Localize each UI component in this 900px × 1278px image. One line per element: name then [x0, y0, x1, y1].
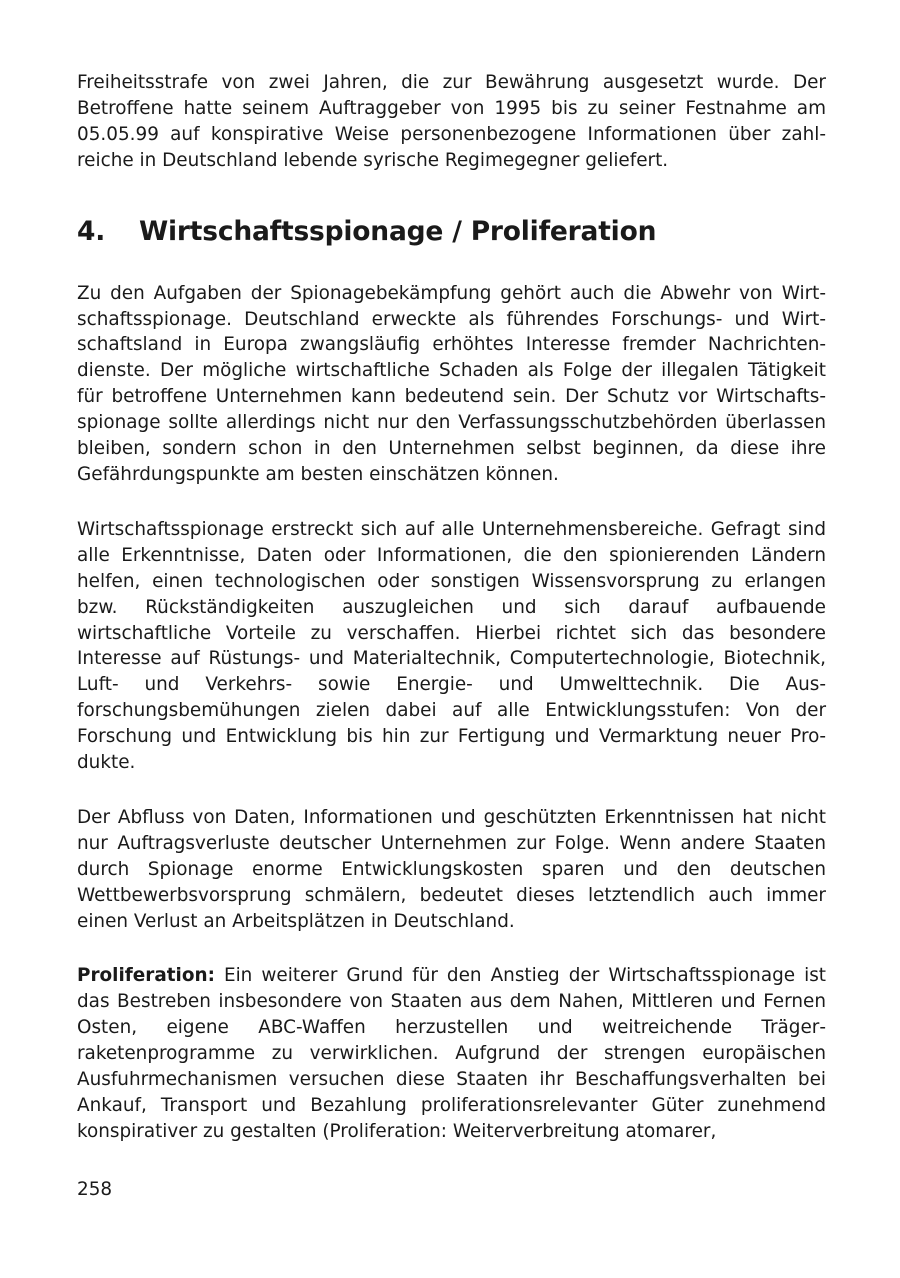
paragraph-economic-espionage-intro: Zu den Aufgaben der Spionagebekämpfung gehört auch die Abwehr von Wirtschaftsspionage. Deutschland erweckte als führendes Forschungs- und Wirtschaftsland in Europa zwangsläufig erhöhtes Interesse fremder Nachrichtendienste. Der mögliche wirtschaftliche Schaden als Folge der illegalen Tätigkeit für betroffene Unternehmen kann bedeutend sein. Der Schutz vor Wirtschaftsspionage sollte allerdings nicht nur den Verfassungsschutzbehörden überlassen bleiben, sondern schon in den Unternehmen selbst beginnen, da diese ihre Gefährdungspunkte am besten einschätzen können. — [77, 282, 826, 485]
page-body — [77, 70, 826, 1145]
proliferation-lead: Proliferation: — [77, 965, 215, 987]
section-heading — [77, 216, 826, 248]
intro-paragraph: Freiheitsstrafe von zwei Jahren, die zur Bewährung ausgesetzt wurde. Der Betroffene hatte seinem Auftraggeber von 1995 bis zu seiner Festnahme am 05.05.99 auf konspirative Weise personenbezogene Informationen über zahlreiche in Deutschland lebende syrische Regimegegner geliefert. — [77, 72, 826, 171]
paragraph-data-outflow: Der Abfluss von Daten, Informationen und geschützten Erkenntnissen hat nicht nur Auftragsverluste deutscher Unternehmen zur Folge. Wenn andere Staaten durch Spionage enorme Entwicklungskosten sparen und den deutschen Wettbewerbsvorsprung schmälern, bedeutet dieses letztendlich auch immer einen Verlust an Arbeitsplätzen in Deutschland. — [77, 806, 826, 932]
section-title: Wirtschaftsspionage / Proliferation — [139, 215, 657, 247]
proliferation-text: Ein weiterer Grund für den Anstieg der Wirtschaftsspionage ist das Bestreben insbesondere von Staaten aus dem Nahen, Mittleren und Fernen Osten, eigene ABC-Waffen herzustellen und weitreichende Trägerraketenprogramme zu verwirklichen. Aufgrund der strengen europäischen Ausfuhrmechanismen versuchen diese Staaten ihr Beschaffungsverhalten bei Ankauf, Transport und Bezahlung proliferationsrelevanter Güter zunehmend konspirativer zu gestalten (Proliferation: Weiterverbreitung atomarer, — [77, 965, 826, 1142]
page-number: 258 — [77, 1179, 113, 1200]
paragraph-espionage-scope: Wirtschaftsspionage erstreckt sich auf alle Unternehmensbereiche. Gefragt sind alle Erkenntnisse, Daten oder Informationen, die den spionierenden Ländern helfen, einen technologischen oder sonstigen Wissensvorsprung zu erlangen bzw. Rückständigkeiten auszugleichen und sich darauf aufbauende wirtschaftliche Vorteile zu verschaffen. Hierbei richtet sich das besondere Interesse auf Rüstungs- und Materialtechnik, Computertechnologie, Biotechnik, Luft- und Verkehrs- sowie Energie- und Umwelttechnik. Die Ausforschungsbemühungen zielen dabei auf alle Entwicklungsstufen: Von der Forschung und Entwicklung bis hin zur Fertigung und Vermarktung neuer Produkte. — [77, 518, 826, 774]
section-number: 4. — [77, 215, 106, 247]
paragraph-proliferation — [77, 963, 826, 1144]
